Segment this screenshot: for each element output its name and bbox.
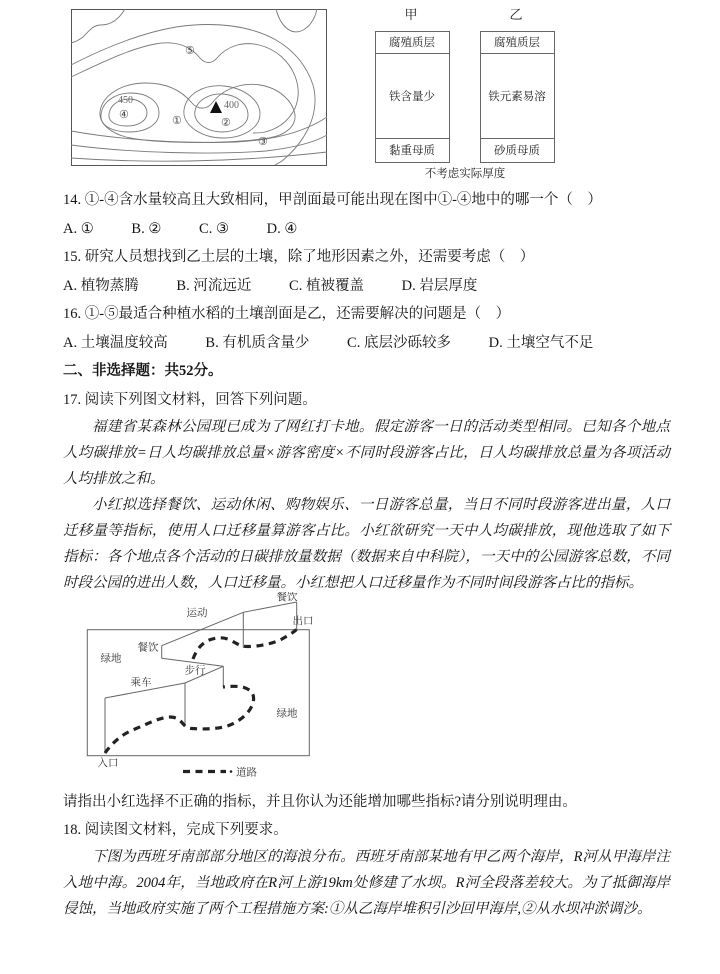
section-2-header: 二、非选择题：共52分。 bbox=[63, 363, 223, 379]
q15-option-a: A. 植物蒸腾 bbox=[63, 277, 139, 294]
question-16-text: 16. ①-⑤最适合种植水稻的土壤剖面是乙，还需要解决的问题是（ ） bbox=[63, 306, 511, 322]
question-15-options bbox=[63, 272, 670, 301]
q18-material-paragraph: 下图为西班牙南部部分地区的海浪分布。西班牙南部某地有甲乙两个海岸，R河从甲海岸注入地中海。2004年，当地政府在R河上游19km处修建了水坝。R河全段落差较大。为了抵御海岸侵蚀，当地政府实施了两个工程措施方案:①从乙海岸堆积引沙回甲海岸,②从水坝冲淤调沙。 bbox=[63, 849, 670, 917]
contour-map-figure bbox=[71, 9, 327, 166]
elevation-400-label: 400 bbox=[224, 100, 239, 111]
question-14-options bbox=[63, 215, 670, 244]
contour-point-4: ④ bbox=[119, 109, 129, 121]
park-legend bbox=[183, 766, 257, 779]
yi-layer-middle: 铁元素易溶 bbox=[488, 91, 546, 103]
contour-point-3: ③ bbox=[258, 136, 268, 148]
profile-jia-title: 甲 bbox=[404, 7, 418, 22]
park-label-dining-left: 餐饮 bbox=[137, 642, 159, 654]
q15-option-b: B. 河流远近 bbox=[176, 277, 252, 294]
soil-figure-caption: 不考虑实际厚度 bbox=[424, 168, 506, 180]
question-16-options bbox=[63, 329, 670, 358]
park-label-sports: 运动 bbox=[186, 608, 208, 619]
park-label-ride: 乘车 bbox=[130, 677, 152, 689]
contour-lines bbox=[71, 9, 327, 165]
question-17-task: 请指出小红选择不正确的指标，并且你认为还能增加哪些指标?请分别说明理由。 bbox=[63, 794, 577, 810]
q14-option-b: B. ② bbox=[131, 220, 162, 237]
park-structure-lines bbox=[87, 602, 309, 756]
elevation-450-label: 450 bbox=[118, 95, 133, 106]
q16-option-b: B. 有机质含量少 bbox=[205, 334, 310, 351]
q15-option-d: D. 岩层厚度 bbox=[401, 277, 478, 294]
park-label-exit: 出口 bbox=[292, 616, 314, 627]
park-label-dining-top: 餐饮 bbox=[276, 592, 298, 603]
jia-layer-middle: 铁含量少 bbox=[389, 91, 435, 103]
legend-road-label: 道路 bbox=[236, 767, 257, 779]
q15-option-c: C. 植被覆盖 bbox=[289, 277, 364, 294]
park-label-green-right: 绿地 bbox=[276, 708, 298, 720]
exam-body bbox=[0, 186, 720, 922]
park-label-walk: 步行 bbox=[184, 665, 206, 677]
q16-option-a: A. 土壤温度较高 bbox=[63, 334, 168, 351]
park-road-dashed-path bbox=[105, 630, 297, 754]
q14-option-c: C. ③ bbox=[199, 220, 229, 237]
question-15-text: 15. 研究人员想找到乙土层的土壤，除了地形因素之外，还需要考虑（ ） bbox=[63, 249, 535, 265]
q17-material-paragraph-2: 小红拟选择餐饮、运动休闲、购物娱乐、一日游客总量，当日不同时段游客进出量，人口迁移量等指标，使用人口迁移量算游客占比。小红欲研究一天中人均碳排放，现他选取了如下指标：各个地点各个活动的日碳排放量数据（数据来自中科院），一天中的公园游客总数，不同时段公园的进出人数，人口迁移量。小红想把人口迁移量作为不同时间段游客占比的指标。 bbox=[63, 497, 670, 591]
q16-option-d: D. 土壤空气不足 bbox=[488, 334, 594, 351]
yi-layer-parent: 砂质母质 bbox=[494, 145, 540, 157]
question-17-lead: 17. 阅读下列图文材料，回答下列问题。 bbox=[63, 391, 317, 408]
question-18-lead: 18. 阅读图文材料，完成下列要求。 bbox=[63, 822, 288, 838]
q17-material-paragraph-1: 福建省某森林公园现已成为了网红打卡地。假定游客一日的活动类型相同。已知各个地点人均碳排放=日人均碳排放总量×游客密度×不同时段游客占比，日人均碳排放总量为各项活动人均排放之和。 bbox=[63, 419, 670, 487]
top-figure-row bbox=[0, 0, 720, 186]
profile-yi-title: 乙 bbox=[509, 7, 523, 22]
park-label-entrance: 入口 bbox=[97, 758, 119, 769]
question-14-text: 14. ①-④含水量较高且大致相同，甲剖面最可能出现在图中①-④地中的哪一个（ ） bbox=[63, 192, 602, 208]
contour-point-1: ① bbox=[172, 115, 182, 127]
yi-layer-humus: 腐殖质层 bbox=[494, 37, 540, 49]
q16-option-c: C. 底层沙砾较多 bbox=[347, 334, 451, 351]
park-map-svg bbox=[80, 592, 400, 788]
q14-option-a: A. ① bbox=[63, 220, 94, 237]
jia-layer-parent: 黏重母质 bbox=[389, 145, 435, 157]
contour-point-2: ② bbox=[221, 117, 231, 129]
legend-dot bbox=[230, 770, 233, 773]
soil-profile-figure bbox=[370, 0, 570, 185]
contour-point-5: ⑤ bbox=[185, 45, 195, 57]
jia-layer-humus: 腐殖质层 bbox=[389, 37, 435, 49]
park-map-figure bbox=[80, 592, 670, 788]
q14-option-d: D. ④ bbox=[266, 220, 298, 237]
park-label-green-left: 绿地 bbox=[100, 653, 122, 665]
